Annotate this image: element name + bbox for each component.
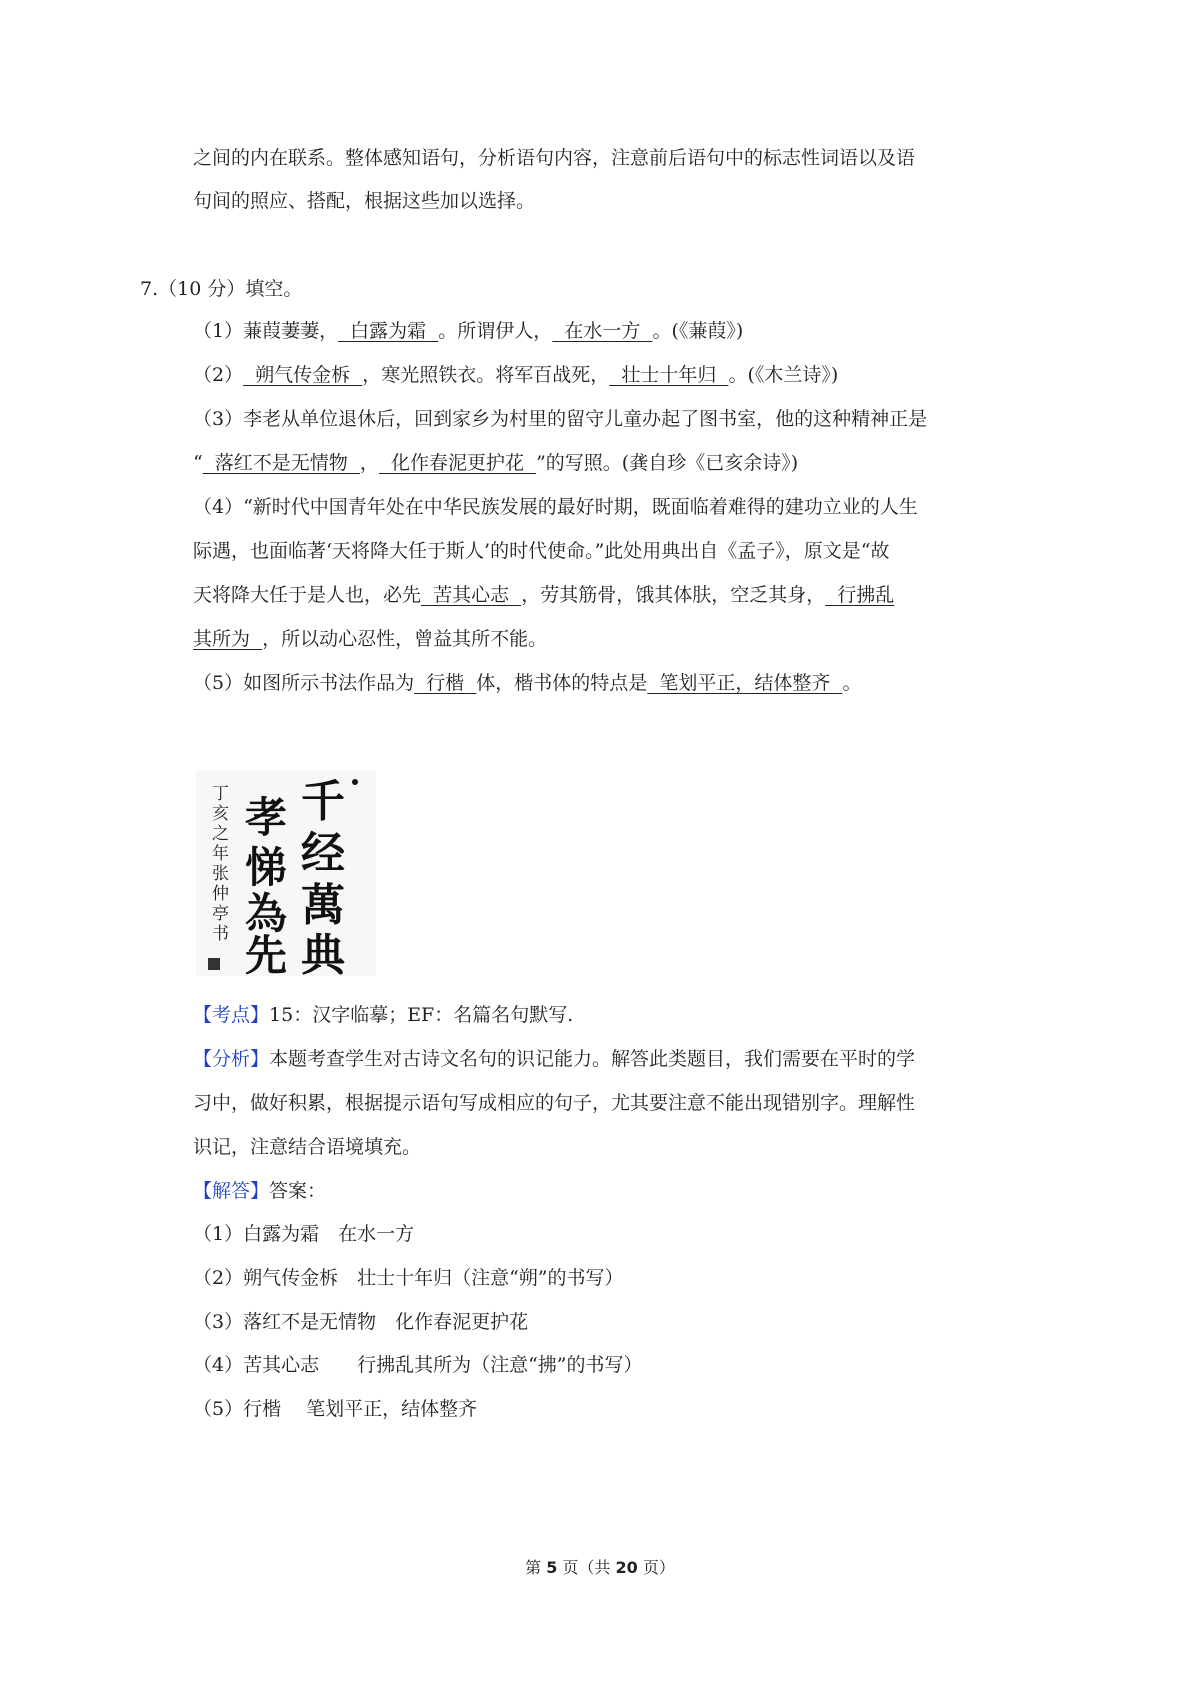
- answer-1: （1）白露为霜 在水一方: [193, 1223, 415, 1245]
- q2-blank-2: 壮士十年归: [609, 364, 729, 386]
- kaodian-text: 15：汉字临摹；EF：名篇名句默写.: [269, 1004, 574, 1026]
- q2-blank-1: 朔气传金柝: [243, 364, 363, 386]
- q5-line: [193, 671, 861, 695]
- q3-blank-2: 化作春泥更护花: [378, 452, 537, 474]
- answer-4: （4）苦其心志 行拂乱其所为（注意“拂”的书写）: [193, 1354, 643, 1376]
- calligraphy-char-2-1: 孝: [244, 793, 288, 842]
- q2-suffix: 。(《木兰诗》): [728, 364, 839, 386]
- q4-line-4: [193, 627, 547, 651]
- q3-open-quote: “: [193, 452, 203, 474]
- fenxi-tag: 【分析】: [193, 1048, 270, 1070]
- q2-prefix: （2）: [193, 364, 244, 386]
- answer-2: （2）朔气传金柝 壮士十年归（注意“朔”的书写）: [193, 1267, 624, 1289]
- q4-blank-1: 苦其心志: [421, 584, 522, 606]
- q4-line-3-prefix: 天将降大任于是人也，必先: [193, 584, 422, 606]
- answer-3: （3）落红不是无情物 化作春泥更护花: [193, 1311, 529, 1333]
- q3-line-2: [193, 451, 798, 475]
- calligraphy-char-1-3: 萬: [301, 880, 345, 931]
- q5-prefix: （5）如图所示书法作品为: [193, 672, 415, 694]
- q1-blank-1: 白露为霜: [338, 320, 439, 342]
- fenxi-line-2: 习中，做好积累，根据提示语句写成相应的句子，尤其要注意不能出现错别字。理解性: [193, 1092, 916, 1114]
- footer-pre: 第: [525, 1558, 547, 1577]
- footer-post: 页）: [637, 1558, 675, 1577]
- q4-blank-2-part-1: 行拂乱: [825, 584, 895, 606]
- q5-mid: 体，楷书体的特点是: [476, 672, 648, 694]
- q5-blank-1: 行楷: [414, 672, 477, 694]
- jieda-tag: 【解答】: [193, 1180, 270, 1202]
- q2-line: [193, 363, 838, 387]
- calligraphy-char-2-3: 為: [244, 889, 288, 938]
- q3-blank-1: 落红不是无情物: [202, 452, 360, 474]
- footer-total-pages: 20: [615, 1558, 638, 1577]
- footer-page-number: 5: [546, 1558, 558, 1577]
- q4-line-3-mid: ，劳其筋骨，饿其体肤，空乏其身，: [521, 584, 826, 606]
- q1-line: [193, 319, 743, 343]
- jieda-text: 答案：: [269, 1180, 327, 1202]
- q5-blank-2: 笔划平正，结体整齐: [647, 672, 843, 694]
- question-heading: 7.（10 分）填空。: [140, 278, 303, 300]
- intro-line-1: 之间的内在联系。整体感知语句，分析语句内容，注意前后语句中的标志性词语以及语: [193, 147, 916, 169]
- q1-suffix: 。(《蒹葭》): [652, 320, 744, 342]
- seal-stamp: [208, 958, 220, 970]
- q4-line-4-suffix: ，所以动心忍性，曾益其所不能。: [262, 628, 548, 650]
- q1-prefix: （1）蒹葭萋萋，: [193, 320, 339, 342]
- q2-mid: ，寒光照铁衣。将军百战死，: [362, 364, 610, 386]
- q1-blank-2: 在水一方: [552, 320, 653, 342]
- calligraphy-char-1-1: 千: [301, 776, 345, 827]
- q3-suffix: ”的写照。(龚自珍《已亥余诗》): [536, 452, 799, 474]
- page-footer: [0, 1555, 1200, 1578]
- intro-line-2: 句间的照应、搭配，根据这些加以选择。: [193, 190, 536, 212]
- kaodian-tag: 【考点】: [193, 1004, 270, 1026]
- q3-line-1: （3）李老从单位退休后，回到家乡为村里的留守儿童办起了图书室，他的这种精神正是: [193, 408, 928, 430]
- q4-line-3: [193, 583, 894, 607]
- calligraphy-char-2-4: 先: [244, 931, 288, 976]
- q3-mid: ，: [359, 452, 379, 474]
- q4-blank-2-part-2: 其所为: [193, 628, 263, 650]
- kaodian-line: [193, 1003, 573, 1027]
- q4-line-2: 际遇，也面临著‘天将降大任于斯人’的时代使命。”此处用典出自《孟子》，原文是“故: [193, 540, 890, 562]
- footer-mid: 页（共: [557, 1558, 616, 1577]
- fenxi-line-1: [193, 1047, 915, 1071]
- q1-mid: 。所谓伊人，: [438, 320, 553, 342]
- answer-5: （5）行楷 笔划平正，结体整齐: [193, 1398, 478, 1420]
- fenxi-line-3: 识记，注意结合语境填充。: [193, 1136, 422, 1158]
- ink-dot: [352, 779, 358, 785]
- calligraphy-char-1-2: 经: [301, 828, 345, 879]
- calligraphy-signature: 丁亥之年张仲亭书: [208, 784, 228, 944]
- calligraphy-image: [196, 770, 376, 976]
- q4-line-1: （4）“新时代中国青年处在中华民族发展的最好时期，既面临着难得的建功立业的人生: [193, 496, 918, 518]
- q5-suffix: 。: [842, 672, 862, 694]
- fenxi-text-1: 本题考查学生对古诗文名句的识记能力。解答此类题目，我们需要在平时的学: [269, 1048, 916, 1070]
- jieda-line: [193, 1179, 326, 1203]
- calligraphy-char-2-2: 悌: [244, 843, 288, 892]
- calligraphy-char-1-4: 典: [301, 930, 345, 976]
